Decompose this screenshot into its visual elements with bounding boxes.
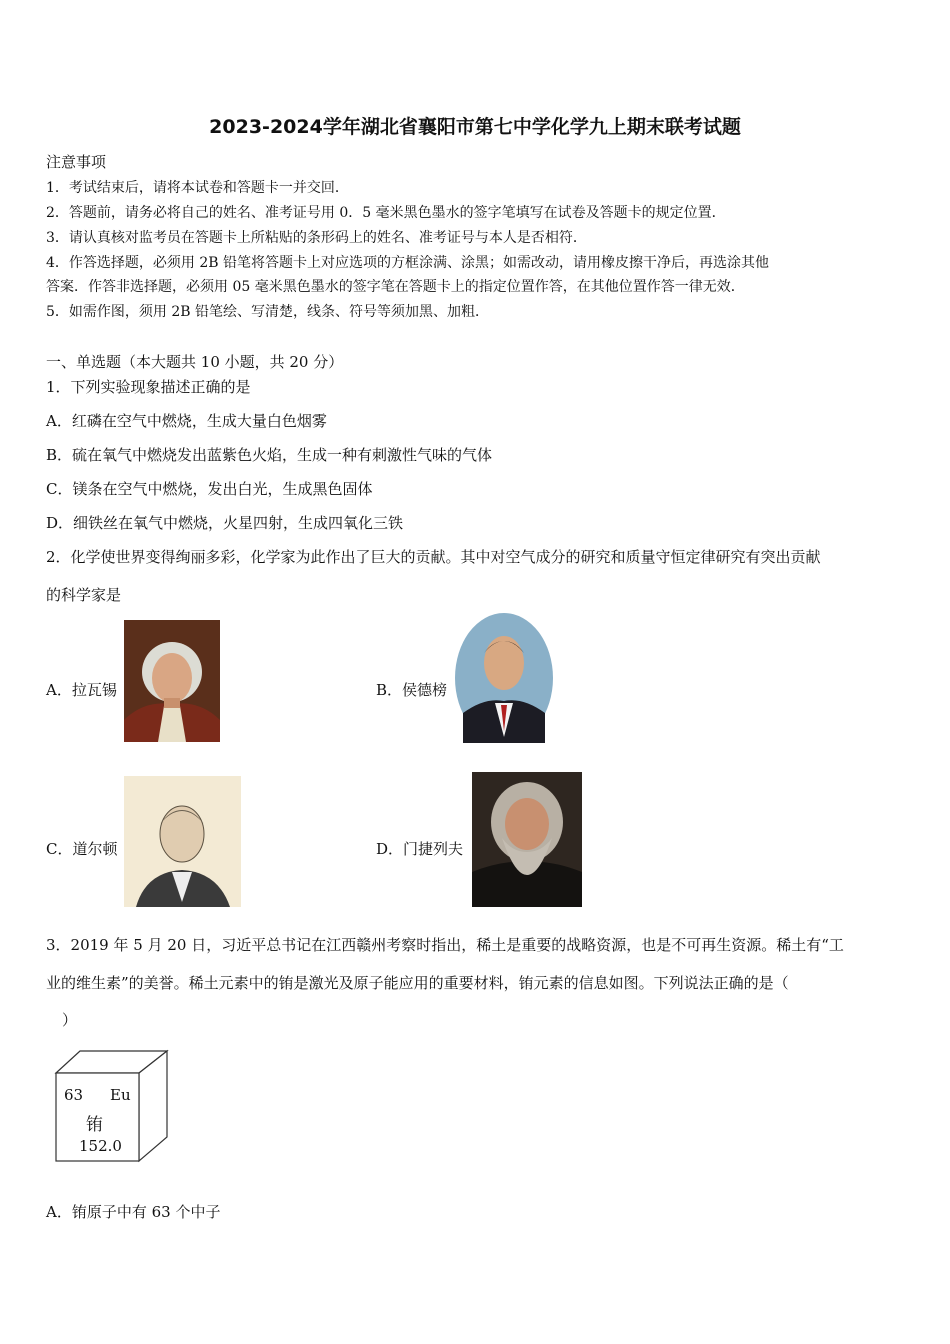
option-a: A．红磷在空气中燃烧，生成大量白色烟雾 [46,412,327,430]
notice-item: 1．考试结束后，请将本试卷和答题卡一并交回． [46,180,349,196]
portrait-image-hou-debang [455,613,553,743]
question-stem: 2．化学使世界变得绚丽多彩，化学家为此作出了巨大的贡献。其中对空气成分的研究和质量守恒定律研究有突出贡献 [46,548,821,566]
option-d: D．门捷列夫 [376,840,464,858]
question-stem: 3．2019 年 5 月 20 日，习近平总书记在江西赣州考察时指出，稀土是重要的战略资源，也是不可再生资源。稀土有“工 [46,936,844,954]
option-d: D．细铁丝在氧气中燃烧，火星四射，生成四氧化三铁 [46,514,404,532]
element-name: 铕 [86,1115,103,1135]
question-stem: 的科学家是 [46,586,122,604]
element-symbol: Eu [110,1086,131,1104]
question-stem: 业的维生素”的美誉。稀土元素中的铕是激光及原子能应用的重要材料，铕元素的信息如图。下列说法正确的是（ [46,974,789,992]
notice-item: 答案．作答非选择题，必须用 05 毫米黑色墨水的签字笔在答题卡上的指定位置作答，在其他位置作答一律无效． [46,279,745,295]
element-atomic-mass: 152.0 [79,1137,122,1155]
page-title: 2023-2024学年湖北省襄阳市第七中学化学九上期末联考试题 [209,116,741,138]
portrait-image-mendeleev [472,772,582,907]
option-b: B．侯德榜 [376,681,448,699]
section-heading: 一、单选题（本大题共 10 小题，共 20 分） [46,353,344,371]
question-stem: 1．下列实验现象描述正确的是 [46,378,251,396]
notice-item: 3．请认真核对监考员在答题卡上所粘贴的条形码上的姓名、准考证号与本人是否相符． [46,230,587,246]
option-b: B．硫在氧气中燃烧发出蓝紫色火焰，生成一种有刺激性气味的气体 [46,446,493,464]
option-c: C．镁条在空气中燃烧，发出白光，生成黑色固体 [46,480,373,498]
option-c: C．道尔顿 [46,840,118,858]
portrait-image-lavoisier [124,620,220,742]
notice-item: 2．答题前，请务必将自己的姓名、准考证号用 0．5 毫米黑色墨水的签字笔填写在试卷及答题卡的规定位置． [46,205,726,221]
notice-heading: 注意事项 [46,153,107,171]
option-a: A．拉瓦锡 [46,681,117,699]
question-stem: ） [62,1011,78,1029]
notice-item: 4．作答选择题，必须用 2B 铅笔将答题卡上对应选项的方框涂满、涂黑；如需改动，请用橡皮擦干净后，再选涂其他 [46,255,769,271]
element-atomic-number: 63 [64,1086,84,1104]
notice-item: 5．如需作图，须用 2B 铅笔绘、写清楚，线条、符号等须加黑、加粗． [46,304,490,320]
portrait-image-dalton [124,776,241,907]
option-a: A．铕原子中有 63 个中子 [46,1203,221,1221]
